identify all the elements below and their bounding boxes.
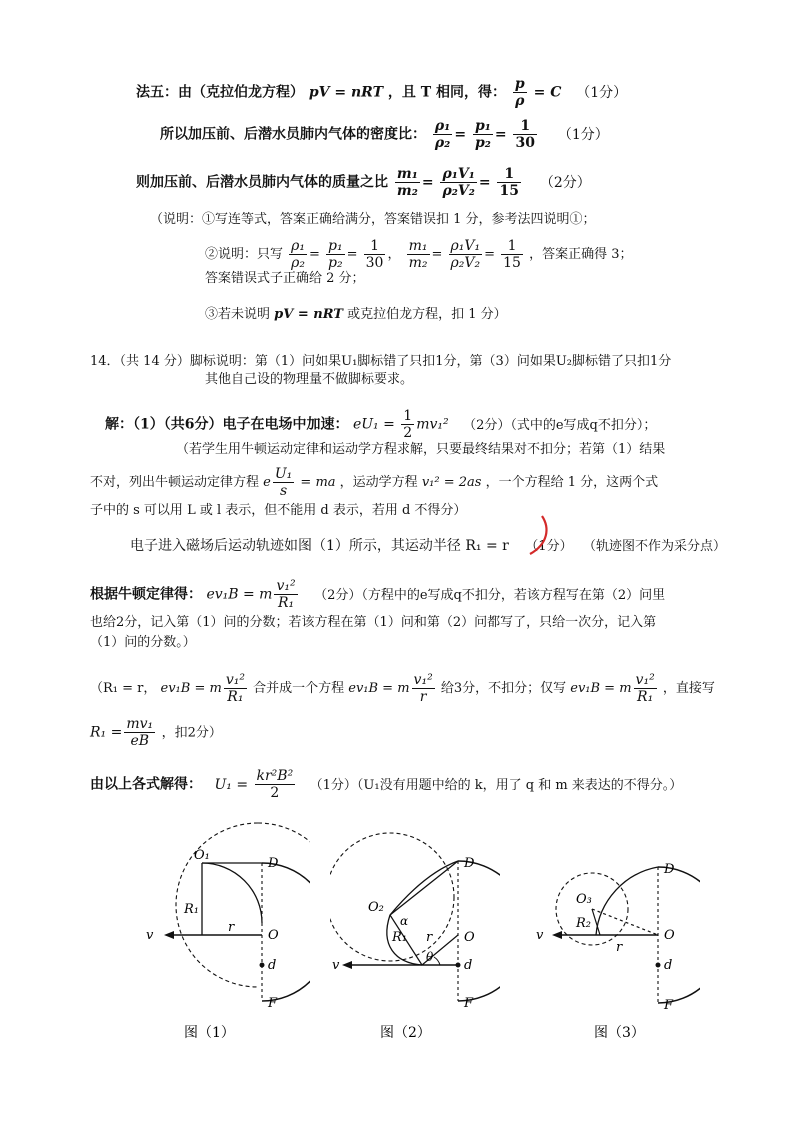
label-r: r — [426, 930, 433, 945]
score: （1分） — [576, 84, 628, 101]
label-v: v — [146, 928, 154, 943]
label-o2: O₂ — [368, 900, 384, 915]
mass-ratio-text: 则加压前、后潜水员肺内气体的质量之比 — [136, 174, 388, 191]
p-over-rho: $\frac{p}{\rho}$ — [514, 76, 525, 109]
note-3: 答案错误式子正确给 2 分； — [205, 271, 365, 286]
label-small-d: d — [268, 958, 277, 973]
label-theta: θ — [426, 950, 434, 964]
caption-figure-2: 图（2） — [380, 1025, 431, 1041]
figure-3 — [530, 815, 700, 1055]
label-v: v — [536, 928, 544, 943]
method5-line2: 所以加压前、后潜水员肺内气体的密度比： $\frac{\text{ρ₁}}{\text{ρ₂}}$ = $\frac{\text{p₁}}{\text{p₂}}$ = $\frac{1}{30}$ （1分） — [160, 118, 609, 151]
method5-intro: 法五：由（克拉伯龙方程） — [136, 84, 304, 101]
q14-para-5: 根据牛顿定律得： ev₁B = m $\frac{\text{v₁²}}{\text{R₁}}$ （2分）（方程中的e写成q不扣分，若该方程写在第（2）问里 — [90, 578, 666, 611]
density-ratio-text: 所以加压前、后潜水员肺内气体的密度比： — [160, 126, 426, 143]
q14-para-1: （若学生用牛顿运动定律和运动学方程求解，只要最终结果对不扣分；若第（1）结果 — [176, 442, 666, 457]
label-r: r — [228, 920, 235, 935]
clapeyron-equation: pV = nRT — [308, 84, 383, 101]
q14-para-2: 不对，列出牛顿运动定律方程 e $\frac{\text{U₁}}{s}$ = ma ，运动学方程 v₁² = 2as ，一个方程给 1 分，这两个式 — [90, 466, 659, 499]
figure-1 — [140, 815, 310, 1055]
label-d: D — [664, 862, 675, 877]
label-small-d: d — [464, 958, 473, 973]
q14-para-9: R₁ = $\frac{\text{mv₁}}{eB}$ ，扣2分） — [90, 716, 222, 749]
q14-header-2: 其他自己设的物理量不做脚标要求。 — [205, 372, 414, 387]
label-r2: R₂ — [576, 916, 591, 931]
label-f: F — [664, 998, 674, 1013]
red-check-mark — [520, 510, 560, 560]
label-r1: R₁ — [392, 930, 407, 945]
q14-para-10: 由以上各式解得： U₁ = $\frac{\text{kr²B²}}{2}$ （1分）（U₁没有用题中给的 k，用了 q 和 m 来表达的不得分。） — [90, 768, 683, 801]
caption-figure-1: 图（1） — [184, 1025, 235, 1041]
same-t-text: ，且 T 相同，得： — [387, 84, 507, 101]
note-4: ③若未说明 pV = nRT 或克拉伯龙方程，扣 1 分） — [205, 307, 507, 322]
label-o: O — [464, 930, 475, 945]
label-d: D — [464, 856, 475, 871]
q14-solution-1: 解：（1）（共6分）电子在电场中加速： eU₁ = $\frac{1}{2}$ mv₁² （2分）（式中的e写成q不扣分）； — [105, 408, 657, 441]
q14-para-8: （R₁ = r， ev₁B = m $\frac{\text{v₁²}}{\text{R₁}}$ 合并成一个方程 ev₁B = m $\frac{\text{v₁²}}{r}$ 给3分，不扣分；仅写 ev₁B = m $\frac{\text{v₁²}}{\text{R₁}}$ ，直接写 — [90, 672, 715, 705]
label-o1: O₁ — [194, 848, 210, 863]
score: （2分） — [539, 174, 591, 191]
label-r1: R₁ — [184, 902, 199, 917]
label-small-d: d — [664, 958, 673, 973]
figure-2 — [330, 815, 500, 1055]
q14-header-1: 14．（共 14 分）脚标说明：第（1）问如果U₁脚标错了只扣1分，第（3）问如果U₂脚标错了只扣1分 — [90, 354, 672, 369]
label-d: D — [268, 856, 279, 871]
q14-para-3: 子中的 s 可以用 L 或 l 表示，但不能用 d 表示，若用 d 不得分） — [90, 503, 467, 518]
q14-para-4: 电子进入磁场后运动轨迹如图（1）所示，其运动半径 R₁ = r （1分） （轨迹图不作为采分点） — [130, 538, 727, 554]
label-o3: O₃ — [576, 892, 592, 907]
caption-figure-3: 图（3） — [594, 1025, 645, 1041]
note-1: （说明：①写连等式，答案正确给满分，答案错误扣 1 分，参考法四说明①； — [150, 212, 596, 227]
label-r: r — [616, 940, 623, 955]
label-o: O — [664, 928, 675, 943]
score: （1分） — [557, 126, 609, 143]
label-f: F — [464, 996, 474, 1011]
label-o: O — [268, 928, 279, 943]
q14-para-7: （1）问的分数。） — [90, 635, 196, 650]
note-2: ②说明：只写 $\frac{\text{ρ₁}}{\text{ρ₂}}$ = $\frac{\text{p₁}}{\text{p₂}}$ = $\frac{1}{30}$ ， $\frac{\text{m₁}}{\text{m₂}}$ = $\frac{\text{ρ₁V₁}}{\text{ρ₂V₂}}$ = $\frac{1}{15}$ ，答案正确得 3； — [205, 238, 633, 271]
label-alpha: α — [400, 914, 409, 928]
equals-c: = C — [533, 84, 562, 101]
method5-line1 — [136, 76, 627, 109]
label-f: F — [268, 996, 278, 1011]
label-v: v — [332, 958, 340, 973]
q14-para-6: 也给2分，记入第（1）问的分数；若该方程在第（1）问和第（2）问都写了，只给一次分，记入第 — [90, 615, 657, 630]
method5-line3: 则加压前、后潜水员肺内气体的质量之比 $\frac{\text{m₁}}{\text{m₂}}$ = $\frac{\text{ρ₁V₁}}{\text{ρ₂V₂}}$ = $\frac{1}{15}$ （2分） — [136, 166, 591, 199]
